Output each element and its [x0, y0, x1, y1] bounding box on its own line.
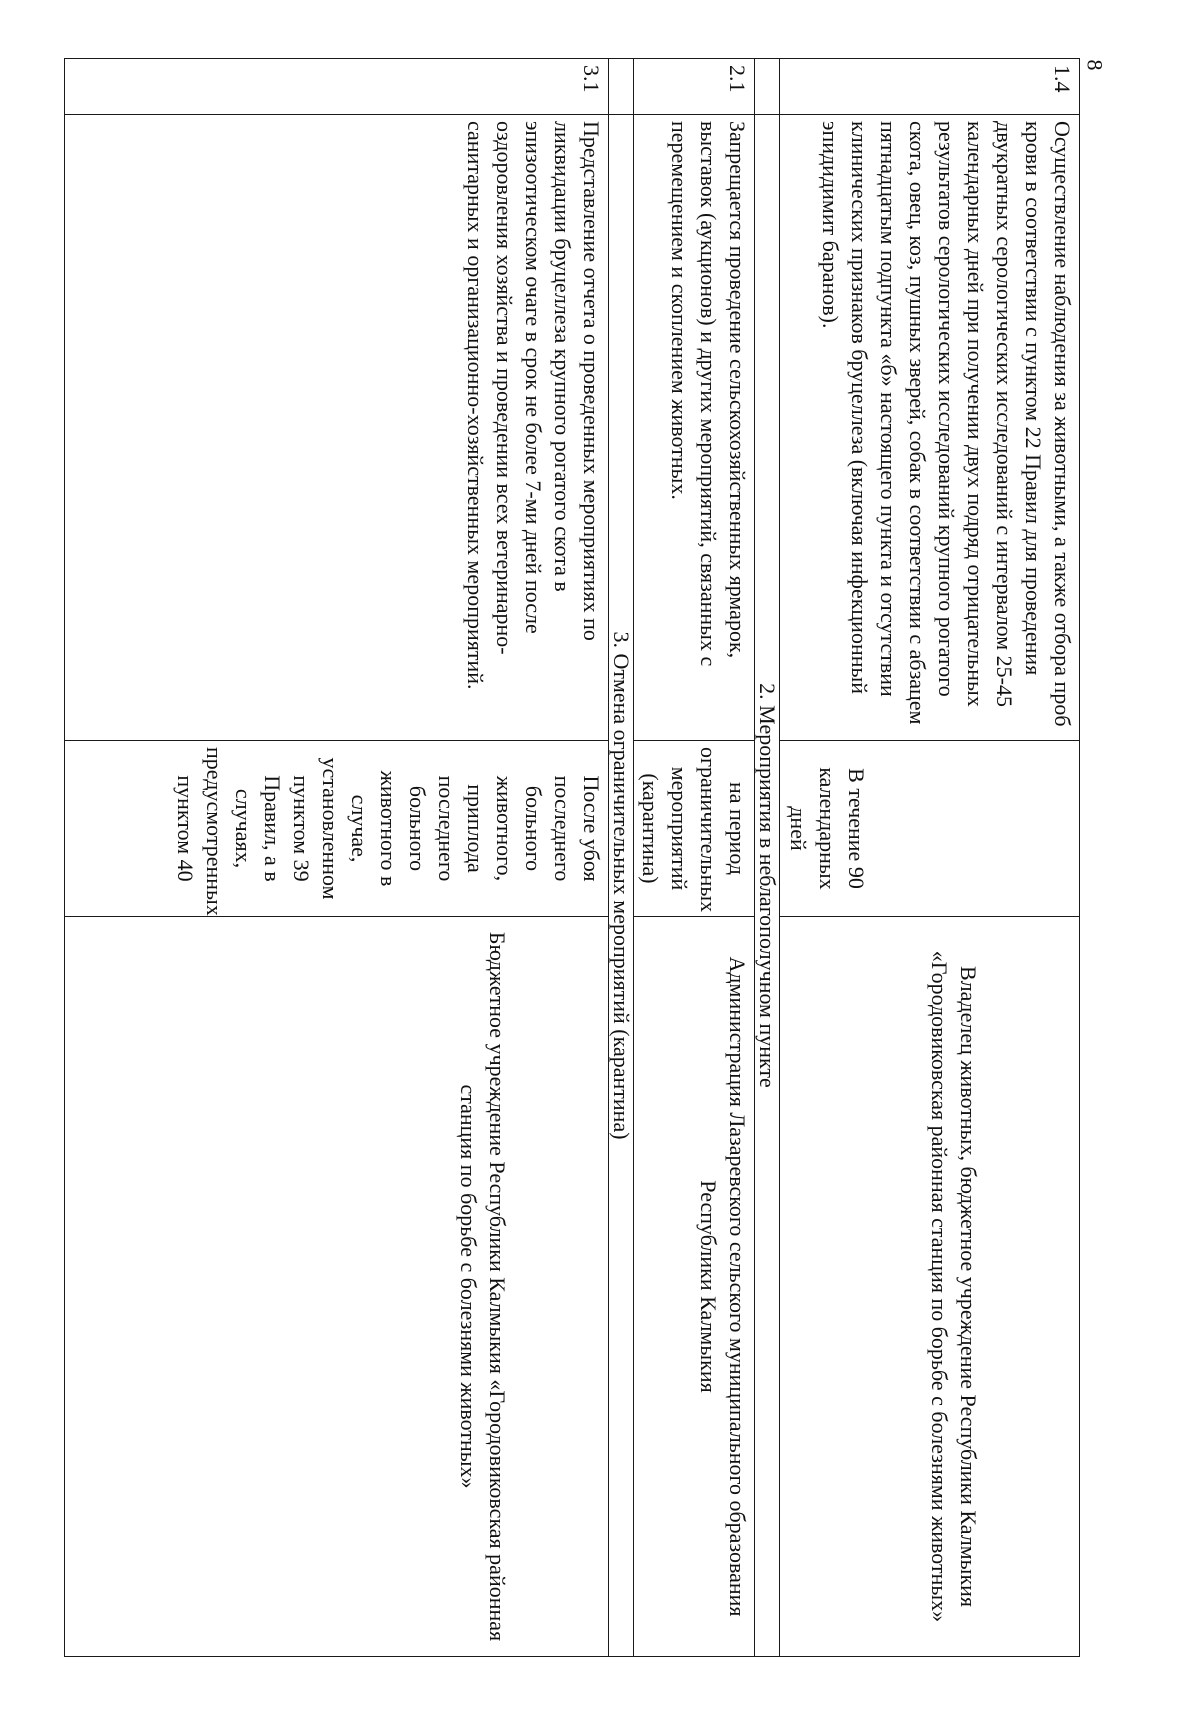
section-header-row	[755, 59, 780, 1657]
section-title: 2. Мероприятия в неблагополучном пункте	[755, 115, 780, 1657]
row-responsible: Владелец животных, бюджетное учреждение Республики Калмыкия «Городовиковская районная станция по борьбе с болезнями животных»	[780, 917, 1080, 1657]
row-responsible: Администрация Лазаревского сельского муниципального образования Республики Калмыкия	[634, 917, 755, 1657]
row-description: Запрещается проведение сельскохозяйственных ярмарок, выставок (аукционов) и других мероприятий, связанных с перемещением и скоплением животных.	[634, 115, 755, 741]
row-term: В течение 90 календарных дней	[780, 741, 1080, 917]
rotated-page	[64, 58, 1080, 1656]
table-row	[634, 59, 755, 1657]
section-number-cell	[609, 59, 634, 115]
section-title: 3. Отмена ограничительных мероприятий (карантина)	[609, 115, 634, 1657]
row-term: на период ограничительных мероприятий (карантина)	[634, 741, 755, 917]
row-number: 3.1	[65, 59, 609, 115]
row-description: Представление отчета о проведенных мероприятиях по ликвидации бруцеллеза крупного рогатого скота в эпизоотическом очаге в срок не более 7-ми дней после оздоровления хозяйства и проведении всех ветеринарно-санитарных и организационно-хозяйственных мероприятий.	[65, 115, 609, 741]
row-term: После убоя последнего больного животного, приплода последнего больного животного в случае, установленном пунктом 39 Правил, а в случаях, предусмотренных пунктом 40	[65, 741, 609, 917]
section-header-row	[609, 59, 634, 1657]
row-responsible: Бюджетное учреждение Республики Калмыкия «Городовиковская районная станция по борьбе с болезнями животных»	[65, 917, 609, 1657]
row-number: 2.1	[634, 59, 755, 115]
page-number: 8	[1082, 59, 1108, 71]
table-row	[65, 59, 609, 1657]
table-row	[780, 59, 1080, 1657]
row-description: Осуществление наблюдения за животными, а также отбора проб крови в соответствии с пунктом 22 Правил для проведения двукратных серологических исследований с интервалом 25-45 календарных дней при получении двух подряд отрицательных результатов серологических исследований крупного рогатого скота, овец, коз, пушных зверей, собак в соответствии с абзацем пятнадцатым подпункта «б» настоящего пункта и отсутствии клинических признаков бруцеллеза (включая инфекционный эпидидимит баранов).	[780, 115, 1080, 741]
measures-table	[64, 58, 1080, 1657]
section-number-cell	[755, 59, 780, 115]
row-number: 1.4	[780, 59, 1080, 115]
